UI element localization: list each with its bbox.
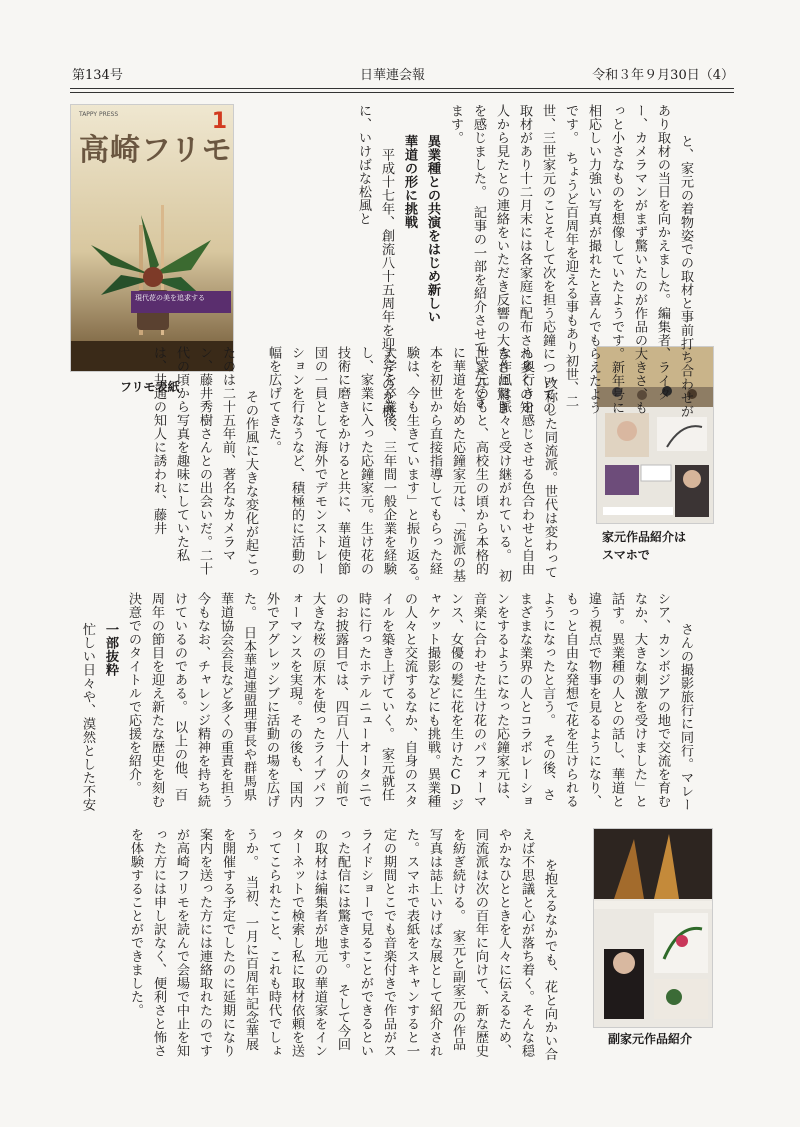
cover-tagline: 現代花の美を追求する	[131, 291, 231, 313]
subheading-part1: 異業種との共演をはじめ新しい	[425, 134, 440, 324]
column-3-text: さんの撮影旅行に同行。マレーシア、カンボジアの地で交流を育むなか、大きな刺激を受けました」と話す。異業種の人との話し、華道と違う視点で物事を見るようになり、もっと自由な発想で花を生けられるようになったと言う。 その後、さまざまな業界の人とコラボレーションをするようになった応鐘家元は、音楽に合わせた生け花のパフォーマンス、女優の髪に花を生けたCDジャケット撮影などにも挑戦。異業種の人々と交流するなか、自身のスタイルを築き上げていく。 家元就任時に行ったホテルニューオータニでのお披露目では、四百八十人の前で大きな桜の原木を使ったライブパフォーマンスを実現。その後も、国内外でアグレッシブに活動の場を広げた。 日本華道連盟理事長や群馬県華道協会会長など多くの重責を担う今もなお、チャレンジ精神を持ち続けているのである。 以上の他、百周年の節目を迎え新たな歴史を刻む決意でのタイトルで応援を紹介。	[126, 592, 693, 812]
fuku-iemoto-photo-collage	[594, 829, 712, 1027]
article-column-4	[76, 828, 584, 1064]
newsletter-title: 日華連会報	[360, 68, 426, 83]
iemoto-caption-line1: 家元作品紹介は	[602, 530, 687, 544]
subheading-excerpt: 一部抜粋	[103, 622, 118, 677]
column-2-tail: その作風に大きな変化が起こったのは二十五年前、著名なカメラマン、藤井秀樹さんとの出会いだ。二十代の頃から写真を趣味にしていた私は、共通の知人に誘われ、藤井	[151, 346, 258, 580]
iemoto-caption-line2: スマホで	[602, 548, 650, 562]
article-column-3	[76, 592, 720, 814]
header-rule-thin	[70, 92, 734, 93]
cover-caption: フリモ表紙	[120, 380, 180, 394]
fuku-iemoto-caption: 副家元作品紹介	[608, 1032, 693, 1046]
column-1-tail: 平成十七年、創流八十五周年を迎えたのを機に、いけばな松風と	[356, 104, 394, 419]
column-4-text: を抱えるなかでも、花と向かい合えば不思議と心が落ち着く。そんな穏やかなひとときを人々に伝えるため、同流派は次の百年に向けて、新な歴史を紡ぎ続ける。 家元と副家元の作品写真は誌上いけばな展として紹介された。スマホで表紙をスキャンすると一定の期間とこでも音楽付きで作品がスライドショーで見ることができるといった配信には驚きます。 そして今回の取材は編集者が地元の華道家をインターネットで検索し私に取材依頼を送ってこられたこと、これも時代でしょうか。 当初、一月に百周年記念華展を開催する予定でしたのに延期になり案内を送った方には連絡取れたのですが高崎フリモを読んで会場で中止を知った方には申し訳なく、便利さと怖さを体験することができました。	[128, 828, 557, 1062]
page-header	[70, 64, 734, 86]
subheading-part2: 華道の形に挑戦	[402, 134, 417, 230]
cover-issue-number: 1	[211, 109, 227, 134]
article-column-2	[76, 346, 584, 596]
magazine-cover-image	[70, 104, 234, 372]
cover-small-text: TAPPY PRESS	[79, 111, 119, 118]
header-rule	[70, 88, 734, 89]
issue-date: 令和３年９月30日（4）	[592, 68, 734, 83]
issue-number: 第134号	[72, 68, 123, 83]
column-3-tail: 忙しい日々や、漠然とした不安	[80, 622, 95, 812]
column-1-text: と、家元の着物姿での取材と事前打ち合わせがあり取材の当日を向かえました。編集者、ライター、カメラマンがまず驚いたのが作品の大きさ、もっと小さなものを想像していたようです。新年号に相応しい力強い写真が撮れたと喜んでもらえたようです。 ちょうど百周年を迎える事もあり初世、二世、三世家元のことそして次を担う応鐘についての取材があり十二月末には各家庭に配布され多くの知人から見たとの連絡をいただき反響の大きさに驚きを感じました。 記事の一部を紹介させていただきます。	[448, 104, 693, 419]
fuku-iemoto-works-photo	[593, 828, 713, 1028]
column-2-text: 改称した同流派。世代は変わっても奥行きを感じさせる色合わせと自由な作風は脈々と受け継がれている。 初世家元のもと、高校生の頃から本格的に華道を始めた応鐘家元は、「流派の基本を初世から直接指導してもらった経験は、今も生きています」と振り返る。 大学を卒業後、三年間一般企業を経験し、家業に入った応鐘家元。生け花の技術に磨きをかけると共に、華道使節団の一員として海外でデモンストレーションを行なうなど、積極的に活動の幅を広げてきた。	[266, 346, 557, 596]
cover-masthead: 高崎フリモ	[79, 133, 233, 168]
